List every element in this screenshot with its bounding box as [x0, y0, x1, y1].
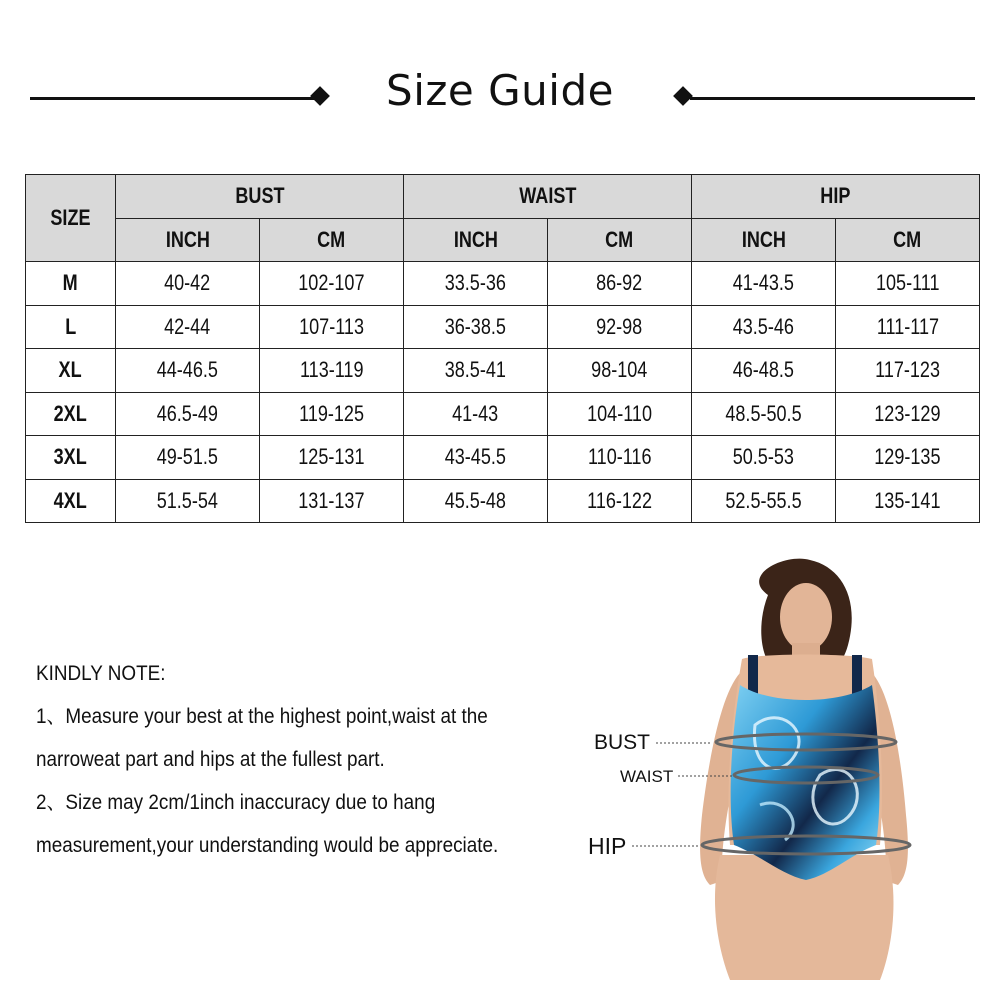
note-line: 2、Size may 2cm/1inch inaccuracy due to hang [36, 791, 436, 814]
measurement-cell: 131-137 [260, 479, 404, 523]
measurement-cell: 110-116 [548, 436, 692, 480]
title-rule-left [30, 97, 320, 100]
measurement-cell: 113-119 [260, 349, 404, 393]
measurement-cell: 129-135 [836, 436, 980, 480]
waist-group-header: WAIST [404, 175, 692, 219]
unit-header: INCH [692, 218, 836, 262]
measurement-cell: 111-117 [836, 305, 980, 349]
table-row [26, 479, 980, 523]
measurement-cell: 117-123 [836, 349, 980, 393]
face-shape [780, 583, 832, 651]
hip-group-header: HIP [692, 175, 980, 219]
measurement-cell: 36-38.5 [404, 305, 548, 349]
measurement-cell: 43-45.5 [404, 436, 548, 480]
size-cell: L [26, 305, 116, 349]
swimsuit-strap [852, 655, 862, 695]
table-row [26, 392, 980, 436]
measurement-cell: 44-46.5 [116, 349, 260, 393]
note-line: narroweat part and hips at the fullest part. [36, 748, 385, 771]
hip-label: HIP [588, 833, 627, 859]
size-cell: 2XL [26, 392, 116, 436]
measurement-cell: 125-131 [260, 436, 404, 480]
note-line: 1、Measure your best at the highest point,waist at the [36, 705, 488, 728]
measurement-cell: 107-113 [260, 305, 404, 349]
size-cell: 4XL [26, 479, 116, 523]
measurement-cell: 42-44 [116, 305, 260, 349]
measurement-cell: 104-110 [548, 392, 692, 436]
table-group-header-row [26, 175, 980, 219]
size-column-header: SIZE [26, 175, 116, 262]
table-unit-header-row [26, 218, 980, 262]
measurement-cell: 119-125 [260, 392, 404, 436]
unit-header: CM [548, 218, 692, 262]
size-cell: M [26, 262, 116, 306]
measurement-cell: 51.5-54 [116, 479, 260, 523]
measurement-cell: 86-92 [548, 262, 692, 306]
measurement-cell: 49-51.5 [116, 436, 260, 480]
note-line: measurement,your understanding would be appreciate. [36, 834, 499, 857]
title-rule-right [690, 97, 975, 100]
swimsuit-strap [748, 655, 758, 695]
measurement-cell: 33.5-36 [404, 262, 548, 306]
measurement-cell: 50.5-53 [692, 436, 836, 480]
measurement-cell: 116-122 [548, 479, 692, 523]
measurement-cell: 46.5-49 [116, 392, 260, 436]
unit-header: CM [260, 218, 404, 262]
table-row [26, 262, 980, 306]
unit-header: INCH [116, 218, 260, 262]
table-row [26, 349, 980, 393]
measurement-cell: 40-42 [116, 262, 260, 306]
table-row [26, 305, 980, 349]
measurement-cell: 135-141 [836, 479, 980, 523]
table-body [26, 262, 980, 523]
measurement-cell: 92-98 [548, 305, 692, 349]
measurement-cell: 123-129 [836, 392, 980, 436]
measurement-cell: 45.5-48 [404, 479, 548, 523]
measurement-cell: 48.5-50.5 [692, 392, 836, 436]
bust-group-header: BUST [116, 175, 404, 219]
measurement-cell: 102-107 [260, 262, 404, 306]
measurement-cell: 43.5-46 [692, 305, 836, 349]
unit-header: INCH [404, 218, 548, 262]
note-heading: KINDLY NOTE: [36, 662, 166, 685]
size-chart-table [25, 174, 980, 523]
measurement-cell: 98-104 [548, 349, 692, 393]
bust-label: BUST [594, 731, 651, 754]
measurement-cell: 105-111 [836, 262, 980, 306]
size-cell: XL [26, 349, 116, 393]
measurement-cell: 46-48.5 [692, 349, 836, 393]
page-title: Size Guide [386, 66, 614, 115]
waist-label: WAIST [620, 767, 674, 786]
measurement-figure [580, 555, 980, 980]
measurement-cell: 41-43 [404, 392, 548, 436]
table-row [26, 436, 980, 480]
diamond-ornament-right [673, 86, 693, 106]
diamond-ornament-left [310, 86, 330, 106]
measurement-cell: 52.5-55.5 [692, 479, 836, 523]
measurement-cell: 41-43.5 [692, 262, 836, 306]
size-cell: 3XL [26, 436, 116, 480]
kindly-note-section [36, 652, 596, 867]
measurement-cell: 38.5-41 [404, 349, 548, 393]
unit-header: CM [836, 218, 980, 262]
